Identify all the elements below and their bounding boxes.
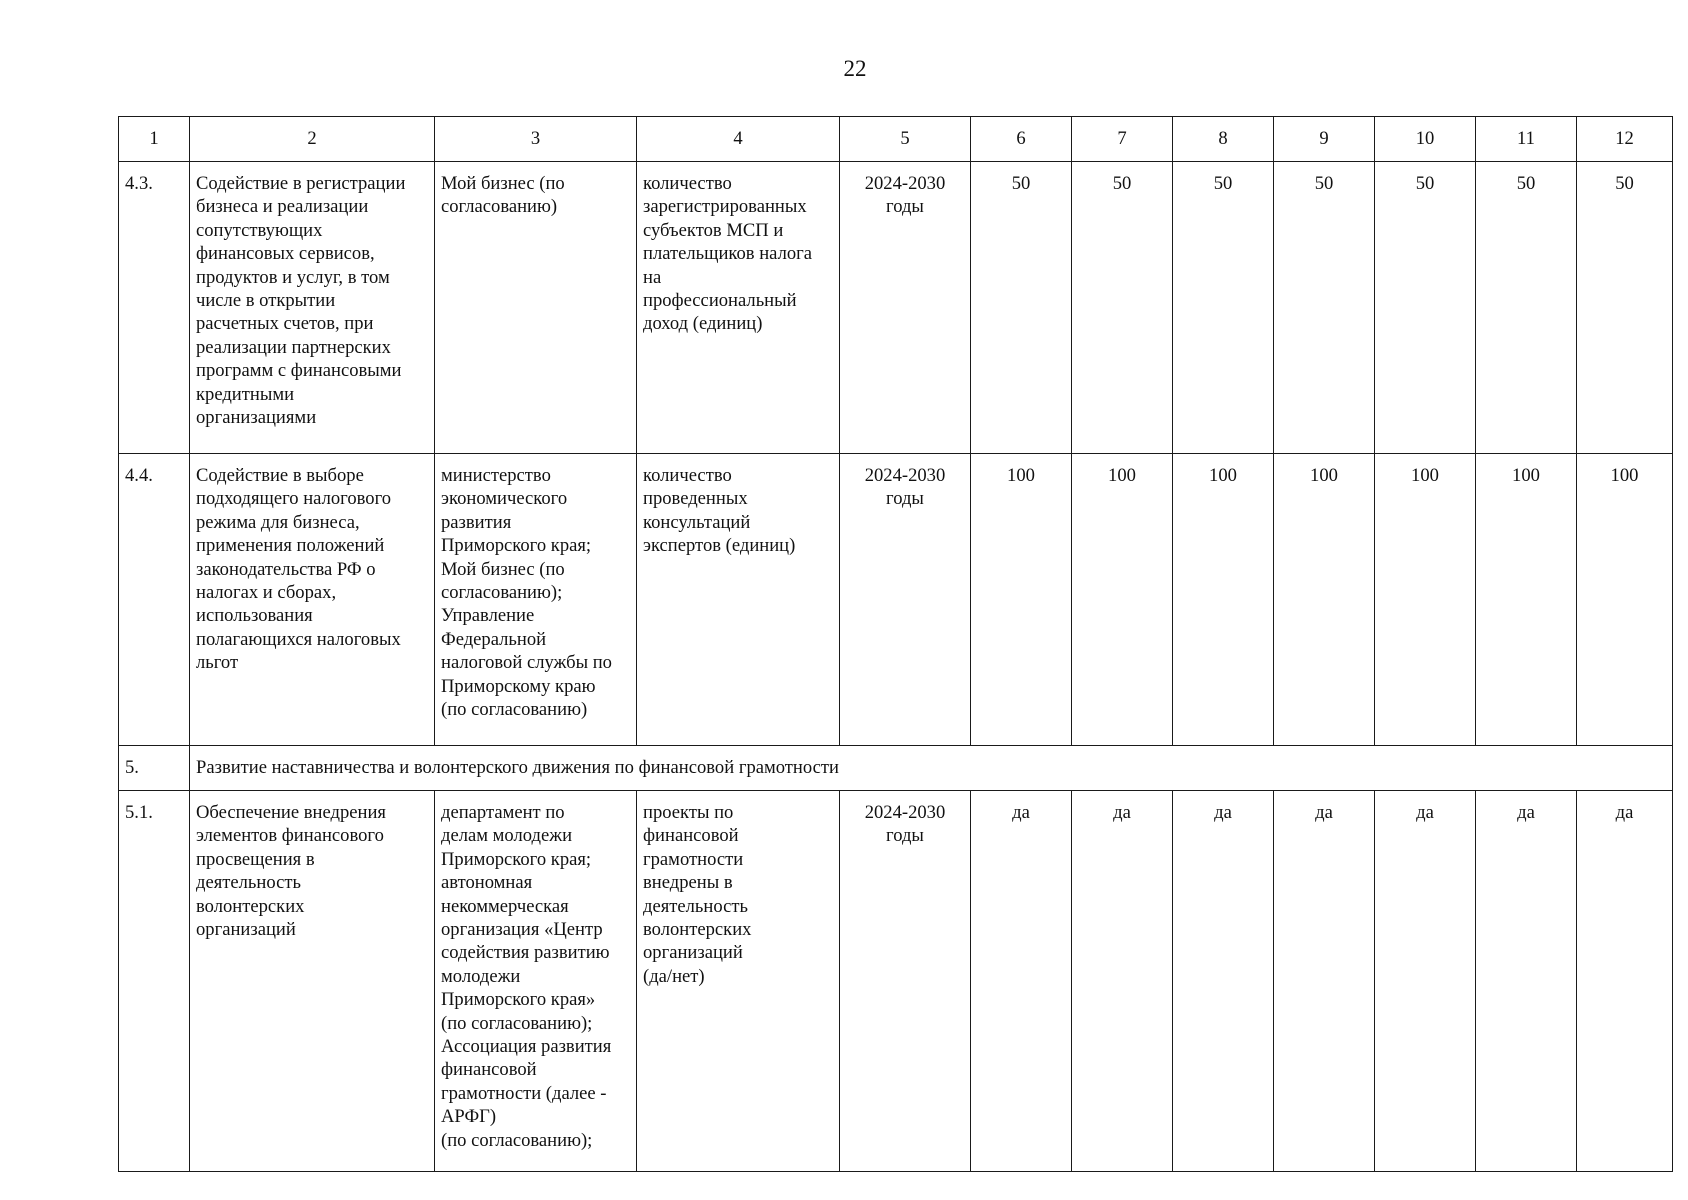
row-number: 4.4. [119,454,190,746]
value-cell: 50 [1577,162,1673,454]
value-cell: 50 [1072,162,1173,454]
column-header: 5 [840,117,971,162]
responsible-text: Мой бизнес (по согласованию) [441,173,565,218]
value-cell: 100 [1072,454,1173,746]
value-cell: да [1072,791,1173,1172]
table-row-4-4 [119,454,1673,746]
table-row-4-3 [119,162,1673,454]
value-cell: 50 [1375,162,1476,454]
value-cell: 100 [1476,454,1577,746]
column-header: 2 [190,117,435,162]
value-cell: 50 [1173,162,1274,454]
value-cell: 100 [1375,454,1476,746]
activity-cell [190,162,435,454]
indicator-cell [637,454,840,746]
column-header: 12 [1577,117,1673,162]
value-cell: да [1173,791,1274,1172]
responsible-text: департамент по делам молодежи Приморского края; автономная некоммерческая организация «Центр содействия развитию молодежи Приморского края» (по согласованию); Ассоциация развития финансовой грамотности (далее - АРФГ) (по согласованию); [441,802,612,1151]
responsible-cell [435,162,637,454]
value-cell: да [1476,791,1577,1172]
indicator-cell [637,162,840,454]
activity-cell [190,454,435,746]
value-cell: 100 [1577,454,1673,746]
value-cell: 100 [1274,454,1375,746]
responsible-cell [435,454,637,746]
period-text: 2024-2030 годы [864,802,946,847]
activity-text: Содействие в выборе подходящего налогового режима для бизнеса, применения положений законодательства РФ о налогах и сборах, использования полагающихся налоговых льгот [196,465,401,674]
value-cell: 50 [971,162,1072,454]
period-cell [840,162,971,454]
activity-cell [190,791,435,1172]
section-title: Развитие наставничества и волонтерского движения по финансовой грамотности [190,746,1673,791]
value-cell: да [1274,791,1375,1172]
table-row-5-1 [119,791,1673,1172]
column-header: 1 [119,117,190,162]
row-number: 5.1. [119,791,190,1172]
value-cell: 50 [1274,162,1375,454]
column-header: 10 [1375,117,1476,162]
value-cell: да [971,791,1072,1172]
indicator-text: количество проведенных консультаций экспертов (единиц) [643,465,796,557]
measures-table [118,116,1673,1172]
column-header: 11 [1476,117,1577,162]
row-number: 4.3. [119,162,190,454]
page-number: 22 [843,56,867,81]
responsible-cell [435,791,637,1172]
period-cell [840,454,971,746]
column-number-header-row [119,117,1673,162]
period-cell [840,791,971,1172]
period-text: 2024-2030 годы [864,173,946,218]
column-header: 9 [1274,117,1375,162]
period-text: 2024-2030 годы [864,465,946,510]
column-header: 7 [1072,117,1173,162]
column-header: 8 [1173,117,1274,162]
activity-text: Содействие в регистрации бизнеса и реализации сопутствующих финансовых сервисов, продуктов и услуг, в том числе в открытии расчетных счетов, при реализации партнерских программ с финансовыми кредитными организациями [196,173,406,429]
column-header: 3 [435,117,637,162]
indicator-text: количество зарегистрированных субъектов МСП и плательщиков налога на профессиональный доход (единиц) [643,173,813,335]
responsible-text: министерство экономического развития Приморского края; Мой бизнес (по согласованию); Управление Федеральной налоговой службы по Приморскому краю (по согласованию) [441,465,612,721]
column-header: 4 [637,117,840,162]
activity-text: Обеспечение внедрения элементов финансового просвещения в деятельность волонтерских организаций [196,802,386,941]
value-cell: 50 [1476,162,1577,454]
indicator-text: проекты по финансовой грамотности внедрены в деятельность волонтерских организаций (да/нет) [643,802,752,987]
section-number: 5. [119,746,190,791]
value-cell: да [1375,791,1476,1172]
section-row-5 [119,746,1673,791]
value-cell: 100 [971,454,1072,746]
column-header: 6 [971,117,1072,162]
value-cell: да [1577,791,1673,1172]
value-cell: 100 [1173,454,1274,746]
indicator-cell [637,791,840,1172]
